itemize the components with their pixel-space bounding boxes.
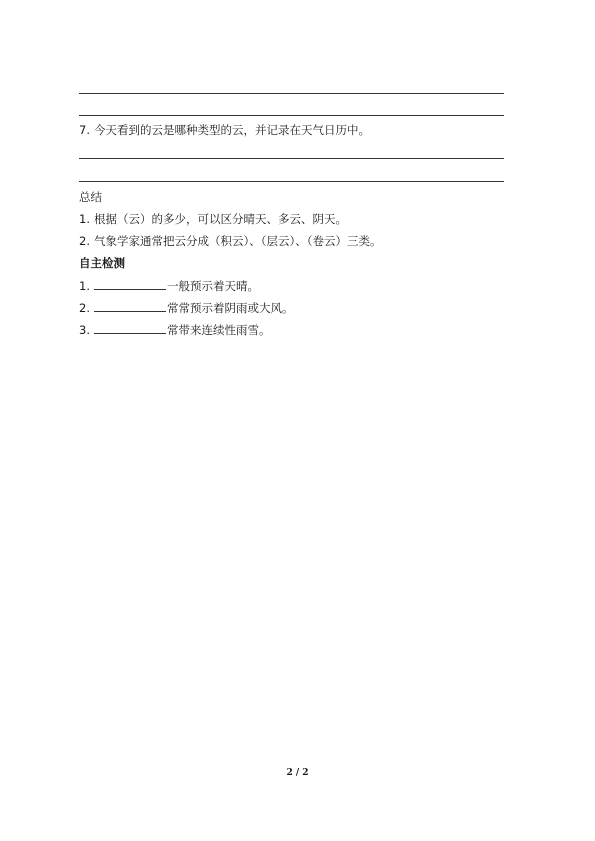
fill-in-item — [79, 321, 270, 338]
item-number: 2. — [79, 234, 90, 248]
fill-in-item — [79, 299, 293, 316]
fill-in-blank[interactable] — [94, 299, 166, 312]
item-text: 一般预示着天晴。 — [166, 279, 259, 293]
item-number: 3. — [79, 323, 90, 337]
answer-line — [79, 158, 504, 159]
item-text: 常带来连续性雨雪。 — [166, 323, 271, 337]
item-text: 根据（云）的多少，可以区分晴天、多云、阴天。 — [93, 212, 347, 226]
fill-in-blank[interactable] — [94, 321, 166, 334]
fill-in-item — [79, 277, 259, 294]
question-text: 今天看到的云是哪种类型的云，并记录在天气日历中。 — [93, 123, 370, 137]
summary-item — [79, 233, 381, 249]
fill-in-blank[interactable] — [94, 277, 166, 290]
item-number: 2. — [79, 301, 90, 315]
question-number: 7. — [79, 123, 90, 137]
summary-heading: 总结 — [79, 190, 102, 204]
answer-line — [79, 115, 504, 116]
question-7 — [79, 122, 370, 138]
item-text: 气象学家通常把云分成（积云）、（层云）、（卷云）三类。 — [93, 234, 382, 248]
answer-line — [79, 181, 504, 182]
answer-line — [79, 93, 504, 94]
page-number: 2 / 2 — [286, 768, 309, 778]
item-number: 1. — [79, 279, 90, 293]
item-number: 1. — [79, 212, 90, 226]
summary-item — [79, 211, 347, 227]
self-check-heading: 自主检测 — [79, 256, 125, 270]
item-text: 常常预示着阴雨或大风。 — [166, 301, 294, 315]
